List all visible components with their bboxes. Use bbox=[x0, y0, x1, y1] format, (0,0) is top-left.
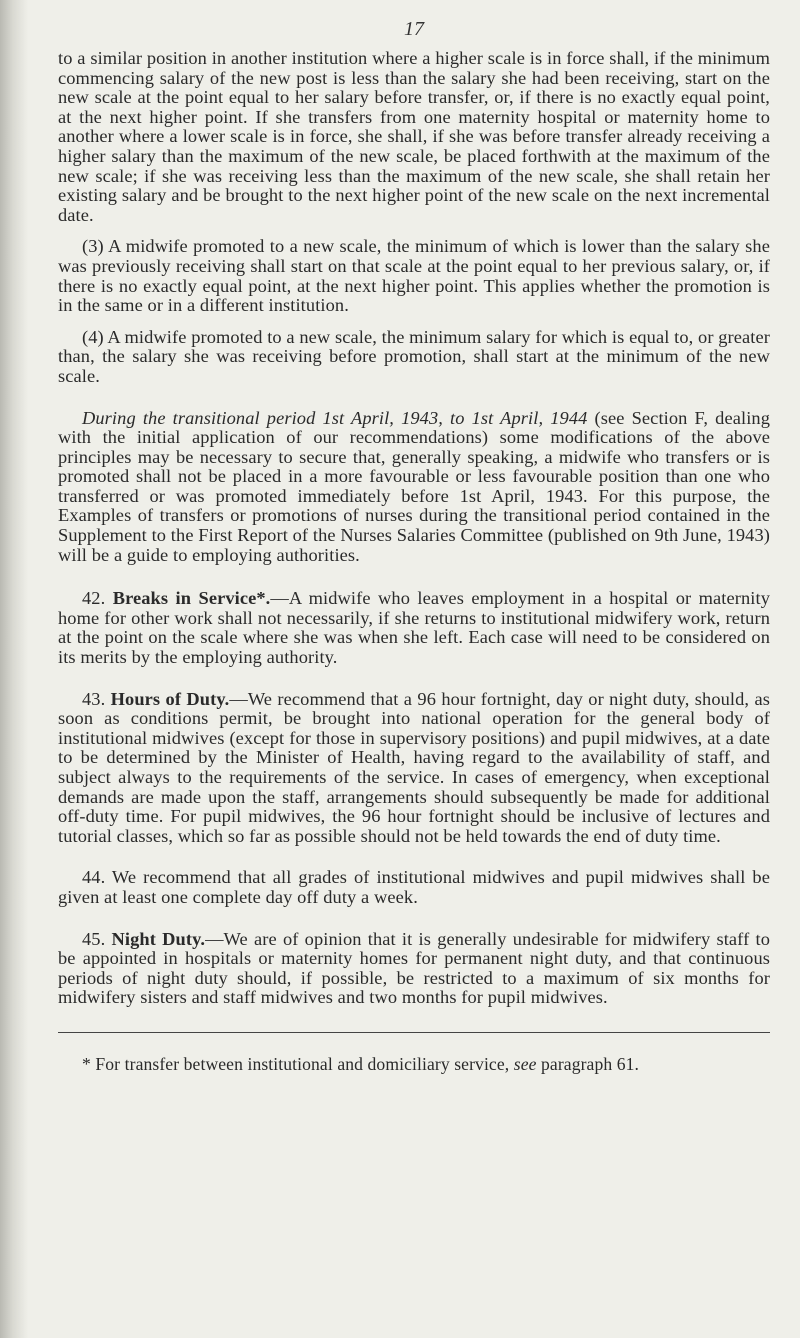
paragraph-43-heading: Hours of Duty. bbox=[110, 688, 230, 709]
paragraph-clause-4: (4) A midwife promoted to a new scale, the minimum salary for which is equal to, or greater than, the salary she was receiving before promotion, shall start at the minimum of the new scale. bbox=[58, 326, 770, 386]
paragraph-45 bbox=[58, 930, 770, 1008]
footnote-reference: paragraph 61. bbox=[536, 1053, 640, 1074]
paragraph-44: 44. We recommend that all grades of institutional midwives and pupil midwives shall be given at least one complete day off duty a week. bbox=[58, 867, 770, 907]
page-number: 17 bbox=[404, 18, 424, 40]
paragraph-continuation: to a similar position in another institution where a higher scale is in force shall, if the minimum commencing salary of the new post is less than the salary she had been receiving, start on the new scale at the point equal to her salary before transfer, or, if there is no exactly equal point, at the next higher point. If she transfers from one maternity hospital or maternity home to another where a lower scale is in force, she shall, if she was before transfer already receiving a higher salary than the maximum of the new scale, be placed forthwith at the maximum of the new scale; if she was receiving less than the maximum of the new scale, she shall retain her existing salary and be brought to the next higher point of the new scale on the next incremental date. bbox=[58, 48, 770, 225]
paragraph-42-heading: Breaks in Service*. bbox=[112, 588, 271, 609]
transitional-period-italic: During the transitional period 1st April, 1943, to 1st April, 1944 bbox=[82, 407, 588, 428]
footnote-text: * For transfer between institutional and domiciliary service, bbox=[82, 1053, 514, 1074]
paragraph-43-number: 43. bbox=[82, 688, 111, 709]
paragraph-43-body: —We recommend that a 96 hour fortnight, day or night duty, should, as soon as conditions permit, be brought into national operation for the general body of institutional midwives (except for those in supervisory positions) and pupil midwives, at a date to be determined by the Minister of Health, having regard to the availability of staff, and subject always to the requirements of the service. In cases of emergency, when exceptional demands are made upon the staff, arrangements should subsequently be made for additional off-duty time. For pupil midwives, the 96 hour fortnight should be inclusive of lectures and tutorial classes, which so far as possible should not be held towards the end of duty time. bbox=[58, 688, 770, 846]
paragraph-transitional-period bbox=[58, 409, 770, 566]
footnote bbox=[58, 1055, 770, 1074]
paragraph-45-number: 45. bbox=[82, 928, 112, 949]
paragraph-clause-3: (3) A midwife promoted to a new scale, the minimum of which is lower than the salary she was previously receiving shall start on that scale at the point equal to her previous salary, or, if there is no exactly equal point, at the next higher point. This applies whether the promotion is in the same or in a different institution. bbox=[58, 236, 770, 316]
document-page bbox=[58, 18, 770, 1074]
paragraph-42-number: 42. bbox=[82, 588, 113, 609]
transitional-period-text: (see Section F, dealing with the initial application of our recommendations) some modifications of the above principles may be necessary to secure that, generally speaking, a midwife who transfers or is promoted shall not be placed in a more favourable or less favourable position than one who transferred or was promoted immediately before 1st April, 1943. For this purpose, the Examples of transfers or promotions of nurses during the transitional period contained in the Supplement to the First Report of the Nurses Salaries Committee (published on 9th June, 1943) will be a guide to employing authorities. bbox=[58, 407, 771, 565]
paragraph-43 bbox=[58, 690, 770, 847]
footnote-divider bbox=[58, 1032, 770, 1033]
scan-edge-shadow bbox=[0, 0, 28, 1338]
footnote-see: see bbox=[513, 1053, 537, 1074]
paragraph-42-body: —A midwife who leaves employment in a hospital or maternity home for other work shall not necessarily, if she returns to institutional midwifery work, return at the point on the scale where she was when she left. Each case will need to be considered on its merits by the employing authority. bbox=[58, 588, 770, 668]
paragraph-45-body: —We are of opinion that it is generally undesirable for midwifery staff to be appointed in hospitals or maternity homes for permanent night duty, and that continuous periods of night duty should, if possible, be restricted to a maximum of six months for midwifery sisters and staff midwives and two months for pupil midwives. bbox=[58, 928, 770, 1008]
paragraph-45-heading: Night Duty. bbox=[111, 928, 206, 949]
paragraph-42 bbox=[58, 589, 770, 667]
